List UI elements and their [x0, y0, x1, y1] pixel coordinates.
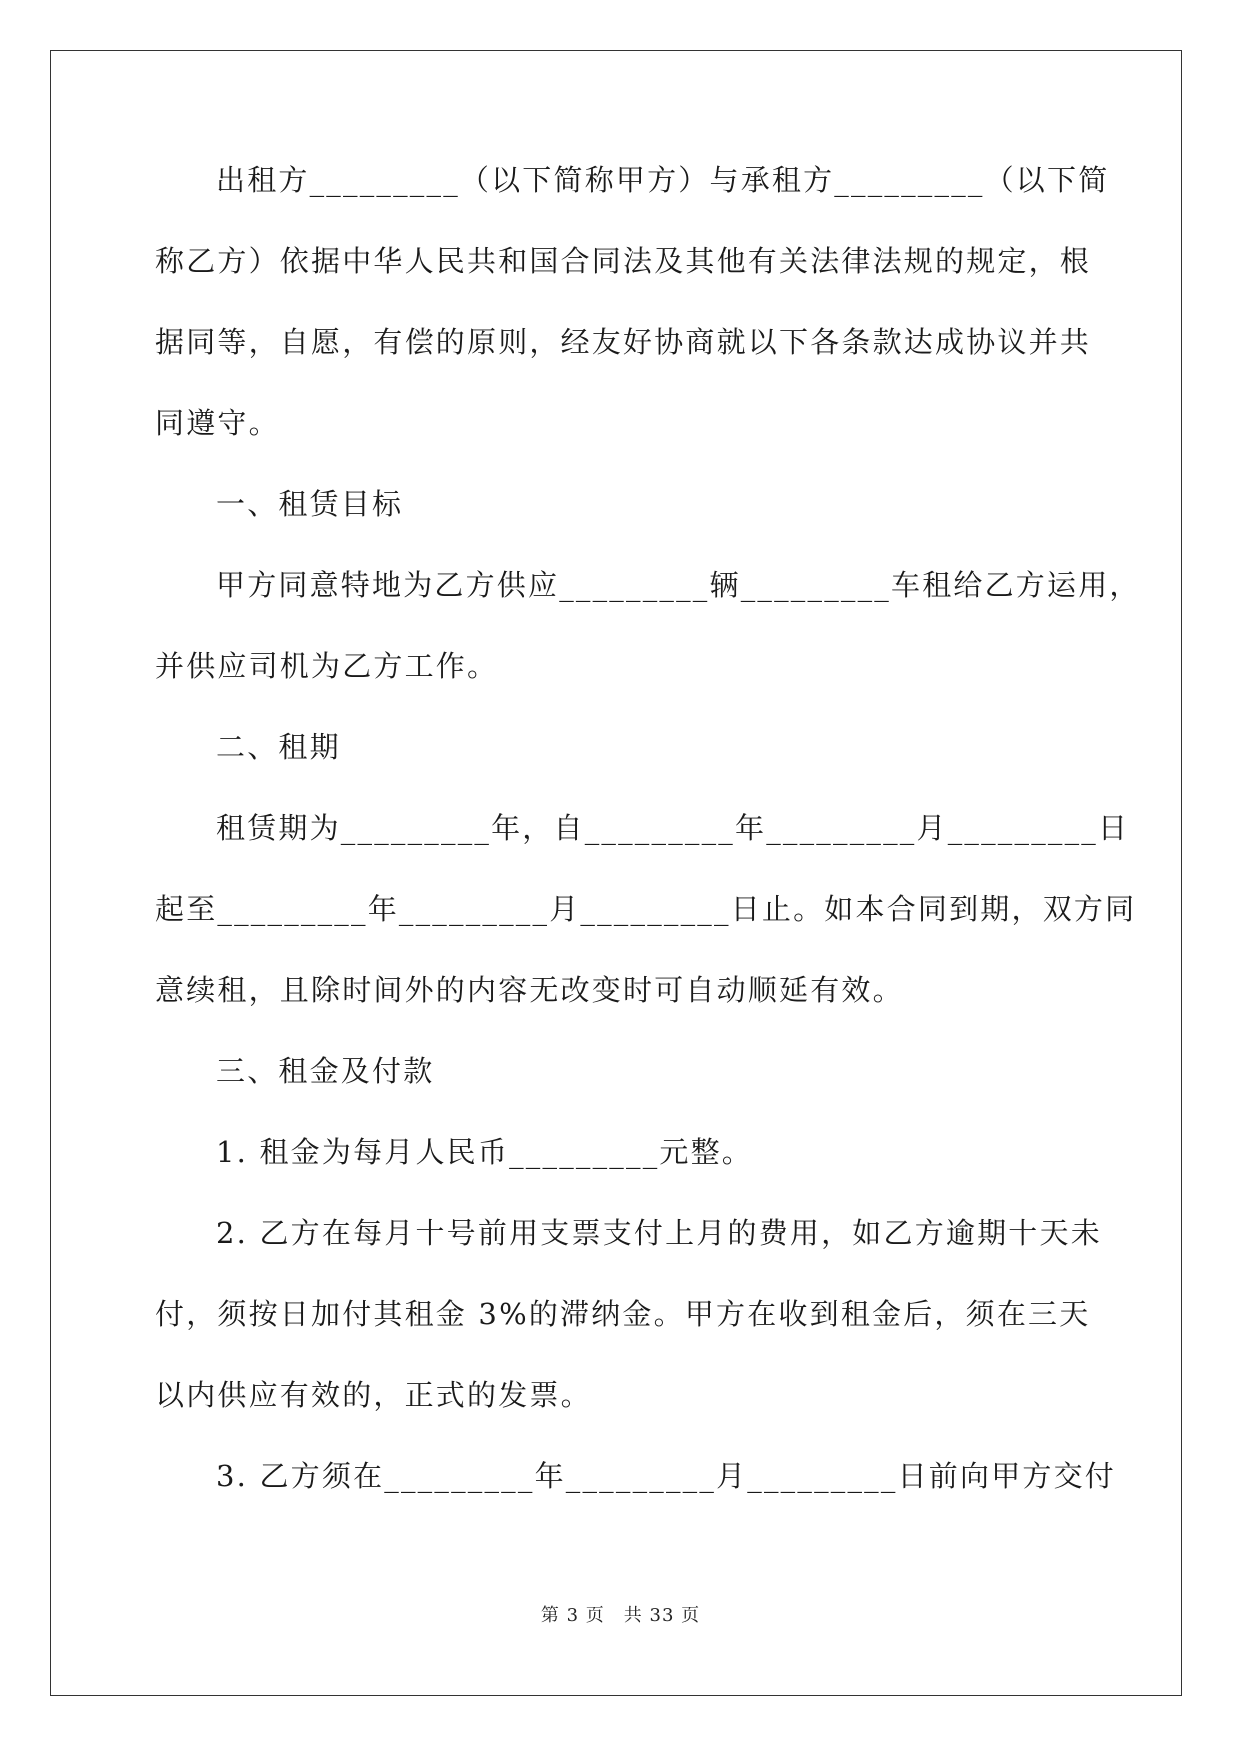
- paragraph-line: 甲方同意特地为乙方供应_________辆_________车租给乙方运用，: [216, 568, 1141, 602]
- paragraph-line: 同遵守。: [155, 406, 280, 440]
- section-heading: 三、租金及付款: [216, 1054, 435, 1088]
- paragraph-line: 3. 乙方须在_________年_________月_________日前向甲方交付: [216, 1459, 1116, 1493]
- paragraph-line: 租赁期为_________年，自_________年_________月_________日: [216, 811, 1130, 845]
- paragraph-line: 意续租，且除时间外的内容无改变时可自动顺延有效。: [155, 973, 904, 1007]
- paragraph-line: 付，须按日加付其租金 3%的滞纳金。甲方在收到租金后，须在三天: [155, 1297, 1091, 1331]
- page-number-footer: 第 3 页 共 33 页: [540, 1605, 701, 1626]
- document-body: [155, 160, 1141, 1537]
- paragraph-line: 1. 租金为每月人民币_________元整。: [216, 1135, 753, 1169]
- paragraph-line: 称乙方）依据中华人民共和国合同法及其他有关法律法规的规定，根: [155, 244, 1092, 278]
- paragraph-line: 2. 乙方在每月十号前用支票支付上月的费用，如乙方逾期十天未: [216, 1216, 1102, 1250]
- paragraph-line: 出租方_________（以下简称甲方）与承租方_________（以下简: [216, 163, 1110, 197]
- section-heading: 二、租期: [216, 730, 341, 764]
- paragraph-line: 以内供应有效的，正式的发票。: [155, 1378, 592, 1412]
- paragraph-line: 据同等，自愿，有偿的原则，经友好协商就以下各条款达成协议并共: [155, 325, 1092, 359]
- paragraph-line: 并供应司机为乙方工作。: [155, 649, 499, 683]
- paragraph-line: 起至_________年_________月_________日止。如本合同到期，双方同: [155, 892, 1137, 926]
- section-heading: 一、租赁目标: [216, 487, 404, 521]
